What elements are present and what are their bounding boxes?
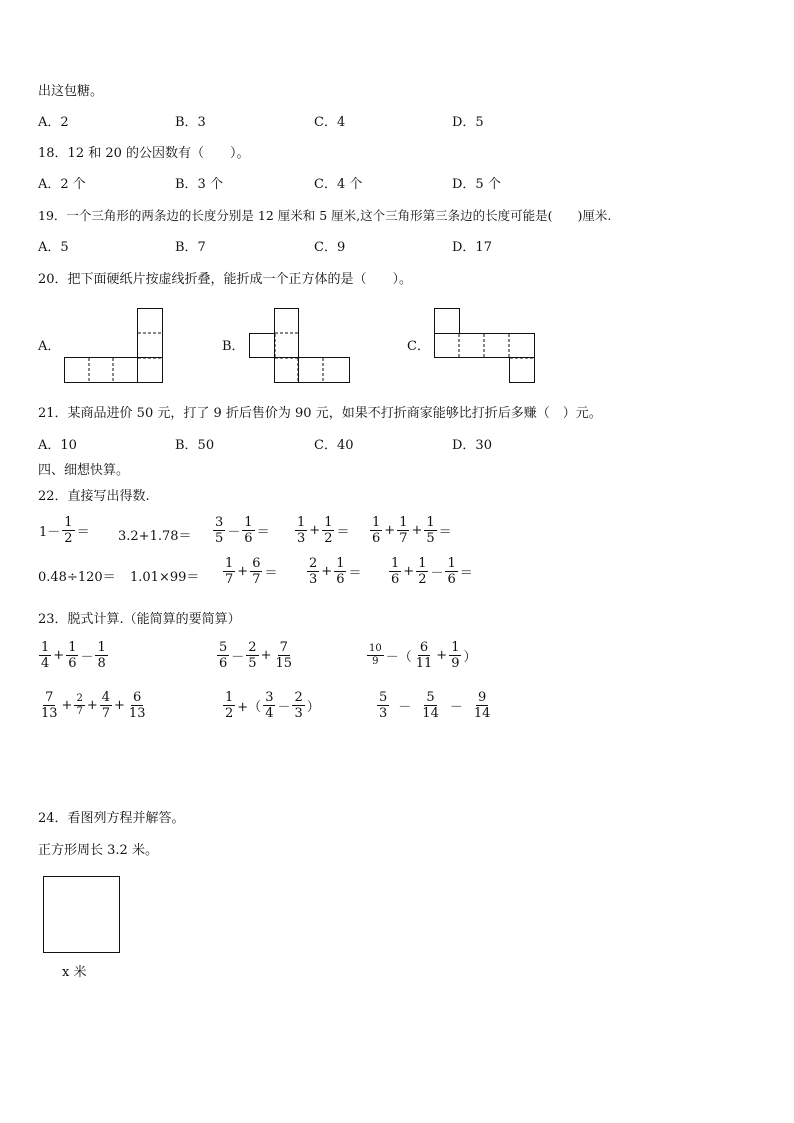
q22-r1-e1-prefix: 1－ xyxy=(39,525,61,540)
fraction: $\frac{1}{6}$ xyxy=(391,556,400,587)
q17-option-b: B．3 xyxy=(175,115,206,130)
fraction: $\frac{5}{3}$ xyxy=(379,690,388,721)
equals: ＝ xyxy=(336,525,350,540)
equals: ＝ xyxy=(459,566,473,581)
operator: － xyxy=(398,700,412,715)
fraction: $\frac{1}{6}$ xyxy=(244,515,253,546)
fraction: $\frac{1}{6}$ xyxy=(447,556,456,587)
operator: － xyxy=(277,700,291,715)
q18-option-a: A．2 个 xyxy=(38,177,86,192)
fraction: $\frac{1}{4}$ xyxy=(41,640,50,671)
fraction: $\frac{1}{7}$ xyxy=(399,515,408,546)
q17-option-d: D．5 xyxy=(452,115,484,130)
q22-r2-expr5 xyxy=(388,556,474,587)
operator: + xyxy=(53,648,65,663)
fraction: $\frac{2}{3}$ xyxy=(294,690,303,721)
q22-r2-expr3 xyxy=(222,556,278,587)
fraction: $\frac{3}{5}$ xyxy=(215,515,224,546)
fraction: $\frac{1}{2}$ xyxy=(418,556,427,587)
fraction: $\frac{7}{15}$ xyxy=(275,640,293,671)
operator: + xyxy=(309,523,321,538)
q23-r2-expr1 xyxy=(38,690,148,721)
fraction: $\frac{9}{14}$ xyxy=(473,690,491,721)
operator: － xyxy=(449,700,463,715)
fraction: $\frac{1}{3}$ xyxy=(297,515,306,546)
q17-option-c: C．4 xyxy=(314,115,346,130)
equals: ＝ xyxy=(76,525,90,540)
equals: ＝ xyxy=(264,566,278,581)
q22-r1-expr5 xyxy=(369,515,453,546)
equals: ＝ xyxy=(438,525,452,540)
q22-r2-e2-text: 1.01×99＝ xyxy=(130,570,200,585)
q23-r1-expr1 xyxy=(38,640,109,671)
operator: －（ xyxy=(385,650,412,665)
operator: + xyxy=(260,648,272,663)
q21-option-b: B．50 xyxy=(175,438,215,453)
q22-r2-expr1 xyxy=(38,566,116,585)
operator: － xyxy=(80,650,94,665)
operator: + xyxy=(61,698,73,713)
fraction: $\frac{4}{7}$ xyxy=(101,690,111,721)
q18-option-d: D．5 个 xyxy=(452,177,501,192)
fraction: $\frac{5}{6}$ xyxy=(219,640,228,671)
fraction: $\frac{2}{5}$ xyxy=(248,640,257,671)
q19-option-a: A．5 xyxy=(38,240,69,255)
q22-r2-expr4 xyxy=(306,556,362,587)
operator: + xyxy=(237,564,249,579)
fraction: $\frac{1}{2}$ xyxy=(324,515,333,546)
fraction: $\frac{2}{3}$ xyxy=(309,556,318,587)
q22-text: 22．直接写出得数. xyxy=(38,489,150,504)
operator: + xyxy=(86,698,98,713)
q20-text: 20．把下面硬纸片按虚线折叠，能折成一个正方体的是（ ）。 xyxy=(38,272,413,287)
q22-r1-e2-text: 3.2+1.78＝ xyxy=(118,529,192,544)
fraction: $\frac{1}{6}$ xyxy=(68,640,77,671)
q21-option-d: D．30 xyxy=(452,438,492,453)
operator: + xyxy=(321,564,333,579)
q23-r2-expr2 xyxy=(222,690,321,721)
operator: + xyxy=(436,648,448,663)
fraction: $\frac{1}{6}$ xyxy=(372,515,381,546)
cube-net-c xyxy=(434,308,536,384)
fraction: $\frac{1}{7}$ xyxy=(225,556,234,587)
q17-option-a: A．2 xyxy=(38,115,69,130)
fraction: $\frac{2}{7}$ xyxy=(76,693,83,717)
fraction: $\frac{1}{2}$ xyxy=(64,515,73,546)
fraction: $\frac{1}{8}$ xyxy=(97,640,106,671)
q22-r2-expr2 xyxy=(130,566,199,585)
q19-option-d: D．17 xyxy=(452,240,492,255)
q22-r1-expr1 xyxy=(38,515,91,546)
fraction: $\frac{7}{13}$ xyxy=(41,690,58,721)
square-figure xyxy=(43,876,120,953)
operator: － xyxy=(430,566,444,581)
fraction: $\frac{1}{2}$ xyxy=(225,690,234,721)
q23-r1-expr2 xyxy=(216,640,295,671)
fraction: $\frac{1}{9}$ xyxy=(451,640,460,671)
q20-label-a: A． xyxy=(38,339,61,354)
q24-subtext: 正方形周长 3.2 米。 xyxy=(38,843,158,858)
fraction: $\frac{1}{5}$ xyxy=(426,515,435,546)
section-4-heading: 四、细想快算。 xyxy=(38,463,130,478)
q18-option-b: B．3 个 xyxy=(175,177,223,192)
q20-label-c: C． xyxy=(407,339,430,354)
fraction: $\frac{3}{4}$ xyxy=(265,690,274,721)
q19-text: 19．一个三角形的两条边的长度分别是 12 厘米和 5 厘米,这个三角形第三条边的长度可能是( )厘米. xyxy=(38,208,612,223)
square-side-label: x 米 xyxy=(62,965,87,980)
q22-r1-expr4 xyxy=(294,515,350,546)
q22-r1-expr3 xyxy=(212,515,271,546)
operator: +（ xyxy=(237,700,262,715)
equals: ＝ xyxy=(348,566,362,581)
operator: － xyxy=(231,650,245,665)
operator: + xyxy=(403,564,415,579)
fraction: $\frac{5}{14}$ xyxy=(422,690,439,721)
q20-label-b: B． xyxy=(222,339,245,354)
operator: + xyxy=(384,523,396,538)
operator: － xyxy=(227,525,241,540)
q22-r2-e1-text: 0.48÷120＝ xyxy=(38,570,116,585)
fraction: $\frac{6}{11}$ xyxy=(415,640,433,671)
q22-r1-expr2 xyxy=(118,525,192,544)
q19-option-b: B．7 xyxy=(175,240,206,255)
close-paren: ） xyxy=(463,650,477,665)
q23-r1-expr3 xyxy=(366,640,478,671)
q21-text: 21．某商品进价 50 元，打了 9 折后售价为 90 元，如果不打折商家能够比打折后多赚（ ）元。 xyxy=(38,406,602,421)
operator: + xyxy=(114,698,125,713)
fraction: $\frac{6}{13}$ xyxy=(128,690,146,721)
operator: + xyxy=(411,523,423,538)
cube-net-a xyxy=(64,308,164,384)
q23-r2-expr3 xyxy=(376,690,493,721)
equals: ＝ xyxy=(256,525,270,540)
fraction: $\frac{6}{7}$ xyxy=(252,556,261,587)
cube-net-b xyxy=(249,308,351,384)
close-paren: ） xyxy=(306,700,320,715)
q21-option-a: A．10 xyxy=(38,438,77,453)
fraction: $\frac{1}{6}$ xyxy=(336,556,345,587)
q23-text: 23．脱式计算.（能简算的要简算） xyxy=(38,612,241,627)
fraction: $\frac{10}{9}$ xyxy=(369,643,382,667)
q21-option-c: C．40 xyxy=(314,438,354,453)
intro-line: 出这包糖。 xyxy=(38,84,104,99)
q18-text: 18．12 和 20 的公因数有（ ）。 xyxy=(38,146,250,161)
q24-text: 24．看图列方程并解答。 xyxy=(38,811,185,826)
q18-option-c: C．4 个 xyxy=(314,177,363,192)
q19-option-c: C．9 xyxy=(314,240,346,255)
